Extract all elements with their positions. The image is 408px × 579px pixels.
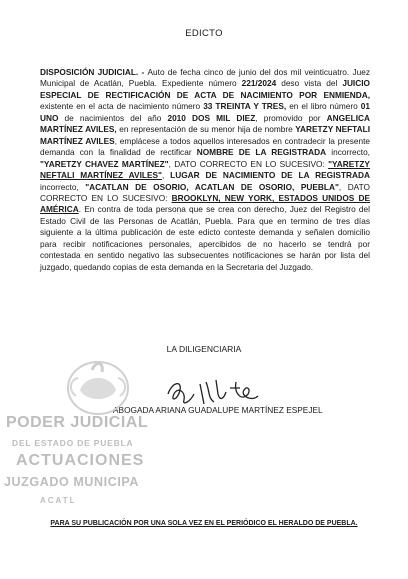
- bold-text-segment: DISPOSICIÓN JUDICIAL. -: [40, 67, 148, 77]
- text-segment: ,: [161, 170, 171, 181]
- underlined-text-segment: "YARETZY NEFTALI MARTÍNEZ AVILES": [40, 158, 370, 181]
- court-seal: [0, 410, 180, 520]
- document-title: EDICTO: [185, 28, 223, 39]
- bold-text-segment: "ACATLAN DE OSORIO, ACATLAN DE OSORIO, PUEBLA": [85, 181, 339, 192]
- text-segment: , emplácese a todos aquellos interesados en contradecir la presente demanda con la finalidad de rectificar: [40, 135, 370, 158]
- text-segment: existente en el acta de nacimiento número: [40, 101, 204, 112]
- text-segment: en el libro número: [286, 101, 361, 112]
- bold-text-segment: NOMBRE DE LA REGISTRADA: [196, 147, 327, 158]
- seal-line-5: ACATL: [40, 496, 77, 505]
- seal-line-2: DEL ESTADO DE PUEBLA: [12, 438, 134, 448]
- bold-text-segment: 33 TREINTA Y TRES,: [203, 101, 287, 112]
- text-segment: incorrecto,: [40, 181, 86, 192]
- text-segment: incorrecto,: [326, 147, 370, 158]
- bold-text-segment: JUICIO ESPECIAL DE RECTIFICACIÓN DE ACTA DE NACIMIENTO POR ENMIENDA,: [40, 78, 370, 100]
- publication-footer: PARA SU PUBLICACIÓN POR UNA SOLA VEZ EN EL PERIÓDICO EL HERALDO DE PUEBLA.: [50, 520, 358, 527]
- bold-text-segment: YARETZY NEFTALI MARTÍNEZ AVILES: [40, 124, 371, 146]
- text-segment: , DATO CORRECTO EN LO SUCESIVO:: [168, 158, 329, 169]
- diligencia-label: LA DILIGENCIARIA: [166, 344, 242, 354]
- seal-line-1: PODER JUDICIAL: [6, 414, 149, 431]
- edict-body: [40, 67, 370, 273]
- seal-line-4: JUZGADO MUNICIPA: [4, 475, 140, 489]
- text-segment: , DATO CORRECTO EN LO SUCESIVO:: [40, 181, 370, 203]
- bold-text-segment: 01 UNO: [40, 101, 370, 123]
- underlined-text-segment: BROOKLYN, NEW YORK, ESTADOS UNIDOS DE AMÉRICA: [40, 192, 370, 215]
- bold-text-segment: 221/2024: [241, 78, 277, 89]
- text-segment: . En contra de toda persona que se crea con derecho, Juez del Registro del Estado Civil de las Personas de Acatlán, Puebla. Para que en termino de tres días siguiente a la última publicación de este edicto conteste demanda y señalen domicilio para recibir notificaciones personales, apercibidos de no hacerlo se tendrá por contestada en sentido negativo las subsecuentes notificaciones se harán por lista del juzgado, quedando copias de esta demanda en la Secretaria del Juzgado.: [40, 204, 370, 272]
- signer-name: ABOGADA ARIANA GUADALUPE MARTÍNEZ ESPEJEL: [113, 405, 323, 415]
- text-segment: deso vista del: [276, 78, 343, 89]
- bold-text-segment: "YARETZY CHAVEZ MARTÍNEZ": [40, 158, 169, 169]
- bold-text-segment: ANGELICA MARTÍNEZ AVILES,: [40, 112, 370, 135]
- bold-text-segment: LUGAR DE NACIMIENTO DE LA REGISTRADA: [170, 170, 370, 181]
- text-segment: Auto de fecha cinco de junio del dos mil veinticuatro. Juez Municipal de Acatlán, Puebla. Expediente número: [40, 67, 370, 89]
- seal-line-3: ACTUACIONES: [16, 452, 145, 469]
- text-segment: , promovido por: [255, 112, 327, 123]
- text-segment: de nacimientos del año: [58, 112, 168, 123]
- bold-text-segment: 2010 DOS MIL DIEZ: [167, 112, 256, 123]
- text-segment: en representación de su menor hija de nombre: [116, 124, 296, 135]
